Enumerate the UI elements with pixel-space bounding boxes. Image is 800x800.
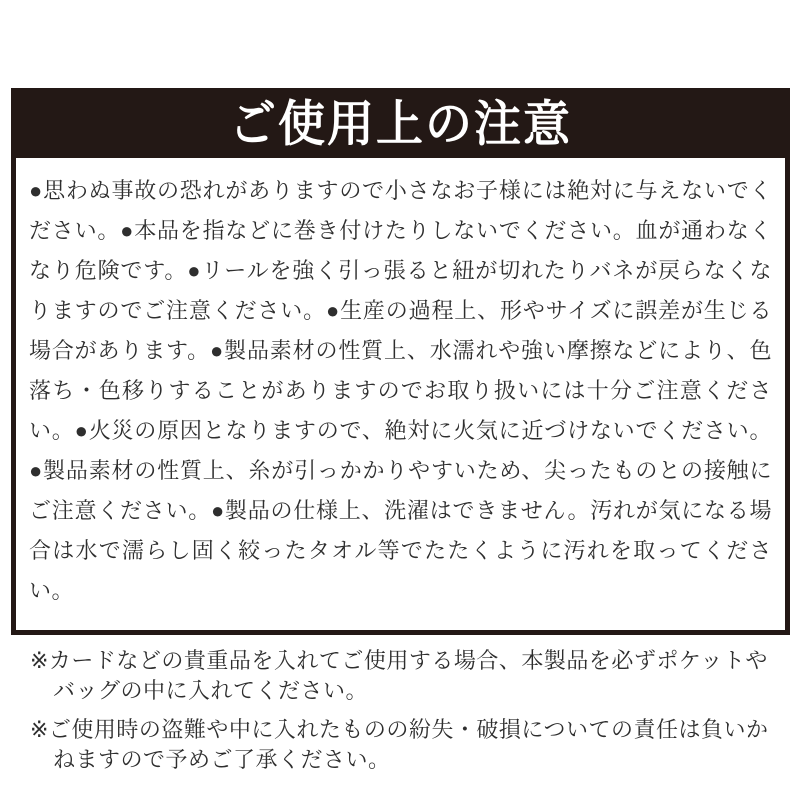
page-title: ご使用上の注意: [229, 95, 572, 151]
caution-item: ●製品素材の性質上、糸が引っかかりやすいため、尖ったものとの接触にご注意ください。: [29, 458, 772, 523]
caution-header-bar: [11, 88, 790, 158]
caution-item: ●リールを強く引っ張ると紐が切れたりバネが戻らなくなりますのでご注意ください。: [29, 258, 772, 323]
caution-box: [11, 158, 790, 635]
caution-sheet: [11, 88, 790, 784]
caution-item: ●生産の過程上、形やサイズに誤差が生じる場合があります。: [29, 298, 772, 363]
caution-text-paragraph: [29, 171, 772, 611]
caution-item: ●製品素材の性質上、水濡れや強い摩擦などにより、色落ち・色移りすることがありますのでお取り扱いには十分ご注意ください。: [29, 338, 772, 443]
caution-item: ●思わぬ事故の恐れがありますので小さなお子様には絶対に与えないでください。: [29, 178, 772, 243]
notes-section: [30, 646, 782, 775]
caution-item: ●製品の仕様上、洗濯はできません。汚れが気になる場合は水で濡らし固く絞ったタオル等でたたくように汚れを取ってください。: [29, 498, 772, 603]
caution-item: ●本品を指などに巻き付けたりしないでください。血が通わなくなり危険です。: [29, 218, 772, 283]
note-item: ※ご使用時の盗難や中に入れたものの紛失・破損についての責任は負いかねますので予めご了承ください。: [30, 717, 769, 772]
caution-item: ●火災の原因となりますので、絶対に火気に近づけないでください。: [74, 418, 772, 443]
note-item: ※カードなどの貴重品を入れてご使用する場合、本製品を必ずポケットやバッグの中に入れてください。: [30, 648, 768, 703]
